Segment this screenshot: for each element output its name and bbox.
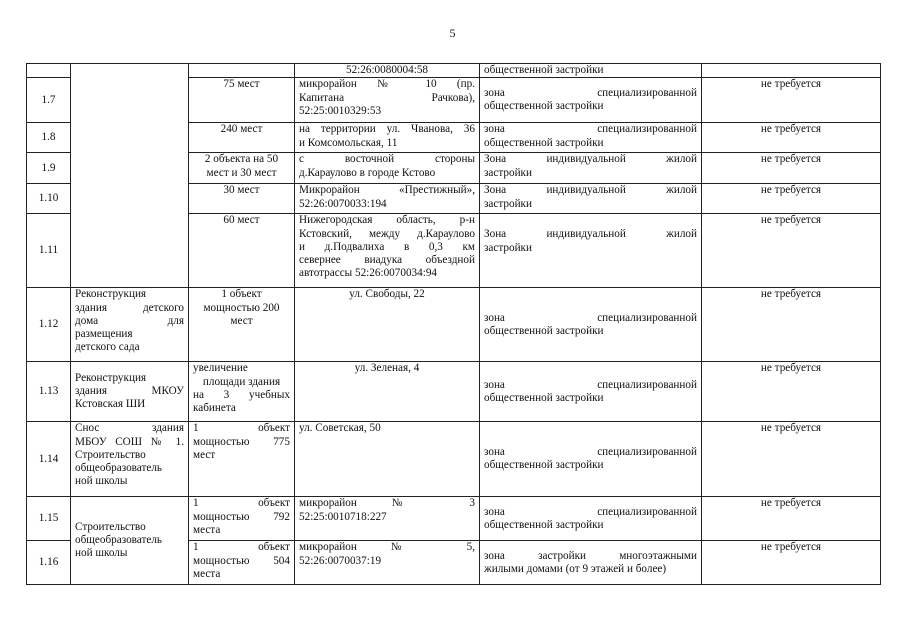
table-row (27, 288, 881, 362)
requirement-cell: не требуется (702, 497, 881, 541)
zone-cell: зона специализированной общественной застройки (480, 78, 702, 123)
requirement-cell: не требуется (702, 422, 881, 497)
zone-cell: Зона индивидуальной жилой застройки (480, 214, 702, 288)
capacity-cell: 1 объект мощностью 775 мест (189, 422, 295, 497)
requirement-cell: не требуется (702, 288, 881, 362)
address-cell: с восточной стороны д.Караулово в городе Кстово (295, 153, 480, 184)
zone-cell: зона специализированной общественной застройки (480, 288, 702, 362)
zone-cell: зона специализированной общественной застройки (480, 497, 702, 541)
row-number: 1.8 (27, 123, 71, 153)
requirement-cell: не требуется (702, 214, 881, 288)
zone-cell: общественной застройки (480, 64, 702, 78)
table-row (27, 422, 881, 497)
address-cell: 52:26:0080004:58 (295, 64, 480, 78)
table-row (27, 64, 881, 78)
row-number: 1.16 (27, 541, 71, 585)
object-name-cell: Строительство общеобразователь ной школы (71, 497, 189, 585)
address-cell: на территории ул. Чванова, 36 и Комсомольская, 11 (295, 123, 480, 153)
capacity-cell: увеличение площади здания на 3 учебных кабинета (189, 362, 295, 422)
row-number: 1.15 (27, 497, 71, 541)
address-cell: ул. Свободы, 22 (295, 288, 480, 362)
address-cell: Нижегородская область, р-н Кстовский, между д.Караулово и д.Подвалиха в 0,3 км севернее виадука объездной автотрассы 52:26:0070034:94 (295, 214, 480, 288)
table-row (27, 497, 881, 541)
capacity-cell: 75 мест (189, 78, 295, 123)
zone-cell: зона специализированной общественной застройки (480, 123, 702, 153)
requirement-cell: не требуется (702, 153, 881, 184)
address-cell: микрорайон № 10 (пр. Капитана Рачкова), 52:25:0010329:53 (295, 78, 480, 123)
requirement-cell: не требуется (702, 362, 881, 422)
row-number: 1.7 (27, 78, 71, 123)
address-cell: ул. Советская, 50 (295, 422, 480, 497)
row-number (27, 64, 71, 78)
object-name-cell: Снос здания МБОУ СОШ № 1. Строительство общеобразователь ной школы (71, 422, 189, 497)
capacity-cell: 60 мест (189, 214, 295, 288)
row-number: 1.9 (27, 153, 71, 184)
object-name-cell (71, 64, 189, 288)
zone-cell: Зона индивидуальной жилой застройки (480, 153, 702, 184)
row-number: 1.13 (27, 362, 71, 422)
object-name-cell: Реконструкция здания детского дома для размещения детского сада (71, 288, 189, 362)
address-cell: ул. Зеленая, 4 (295, 362, 480, 422)
capacity-cell: 1 объект мощностью 504 места (189, 541, 295, 585)
zone-cell: зона застройки многоэтажными жилыми домами (от 9 этажей и более) (480, 541, 702, 585)
row-number: 1.12 (27, 288, 71, 362)
capacity-cell (189, 64, 295, 78)
requirement-cell: не требуется (702, 541, 881, 585)
zone-cell: зона специализированной общественной застройки (480, 362, 702, 422)
row-number: 1.10 (27, 184, 71, 214)
objects-table (26, 63, 881, 585)
address-cell: микрорайон № 5, 52:26:0070037:19 (295, 541, 480, 585)
address-cell: Микрорайон «Престижный», 52:26:0070033:194 (295, 184, 480, 214)
capacity-cell: 1 объект мощностью 200 мест (189, 288, 295, 362)
capacity-cell: 2 объекта на 50 мест и 30 мест (189, 153, 295, 184)
capacity-cell: 30 мест (189, 184, 295, 214)
object-name-cell: Реконструкция здания МКОУ Кстовская ШИ (71, 362, 189, 422)
table-row (27, 362, 881, 422)
capacity-cell: 1 объект мощностью 792 места (189, 497, 295, 541)
page-number: 5 (449, 26, 456, 40)
row-number: 1.14 (27, 422, 71, 497)
requirement-cell: не требуется (702, 184, 881, 214)
address-cell: микрорайон № 3 52:25:0010718:227 (295, 497, 480, 541)
requirement-cell: не требуется (702, 78, 881, 123)
row-number: 1.11 (27, 214, 71, 288)
requirement-cell (702, 64, 881, 78)
requirement-cell: не требуется (702, 123, 881, 153)
zone-cell: зона специализированной общественной застройки (480, 422, 702, 497)
capacity-cell: 240 мест (189, 123, 295, 153)
zone-cell: Зона индивидуальной жилой застройки (480, 184, 702, 214)
